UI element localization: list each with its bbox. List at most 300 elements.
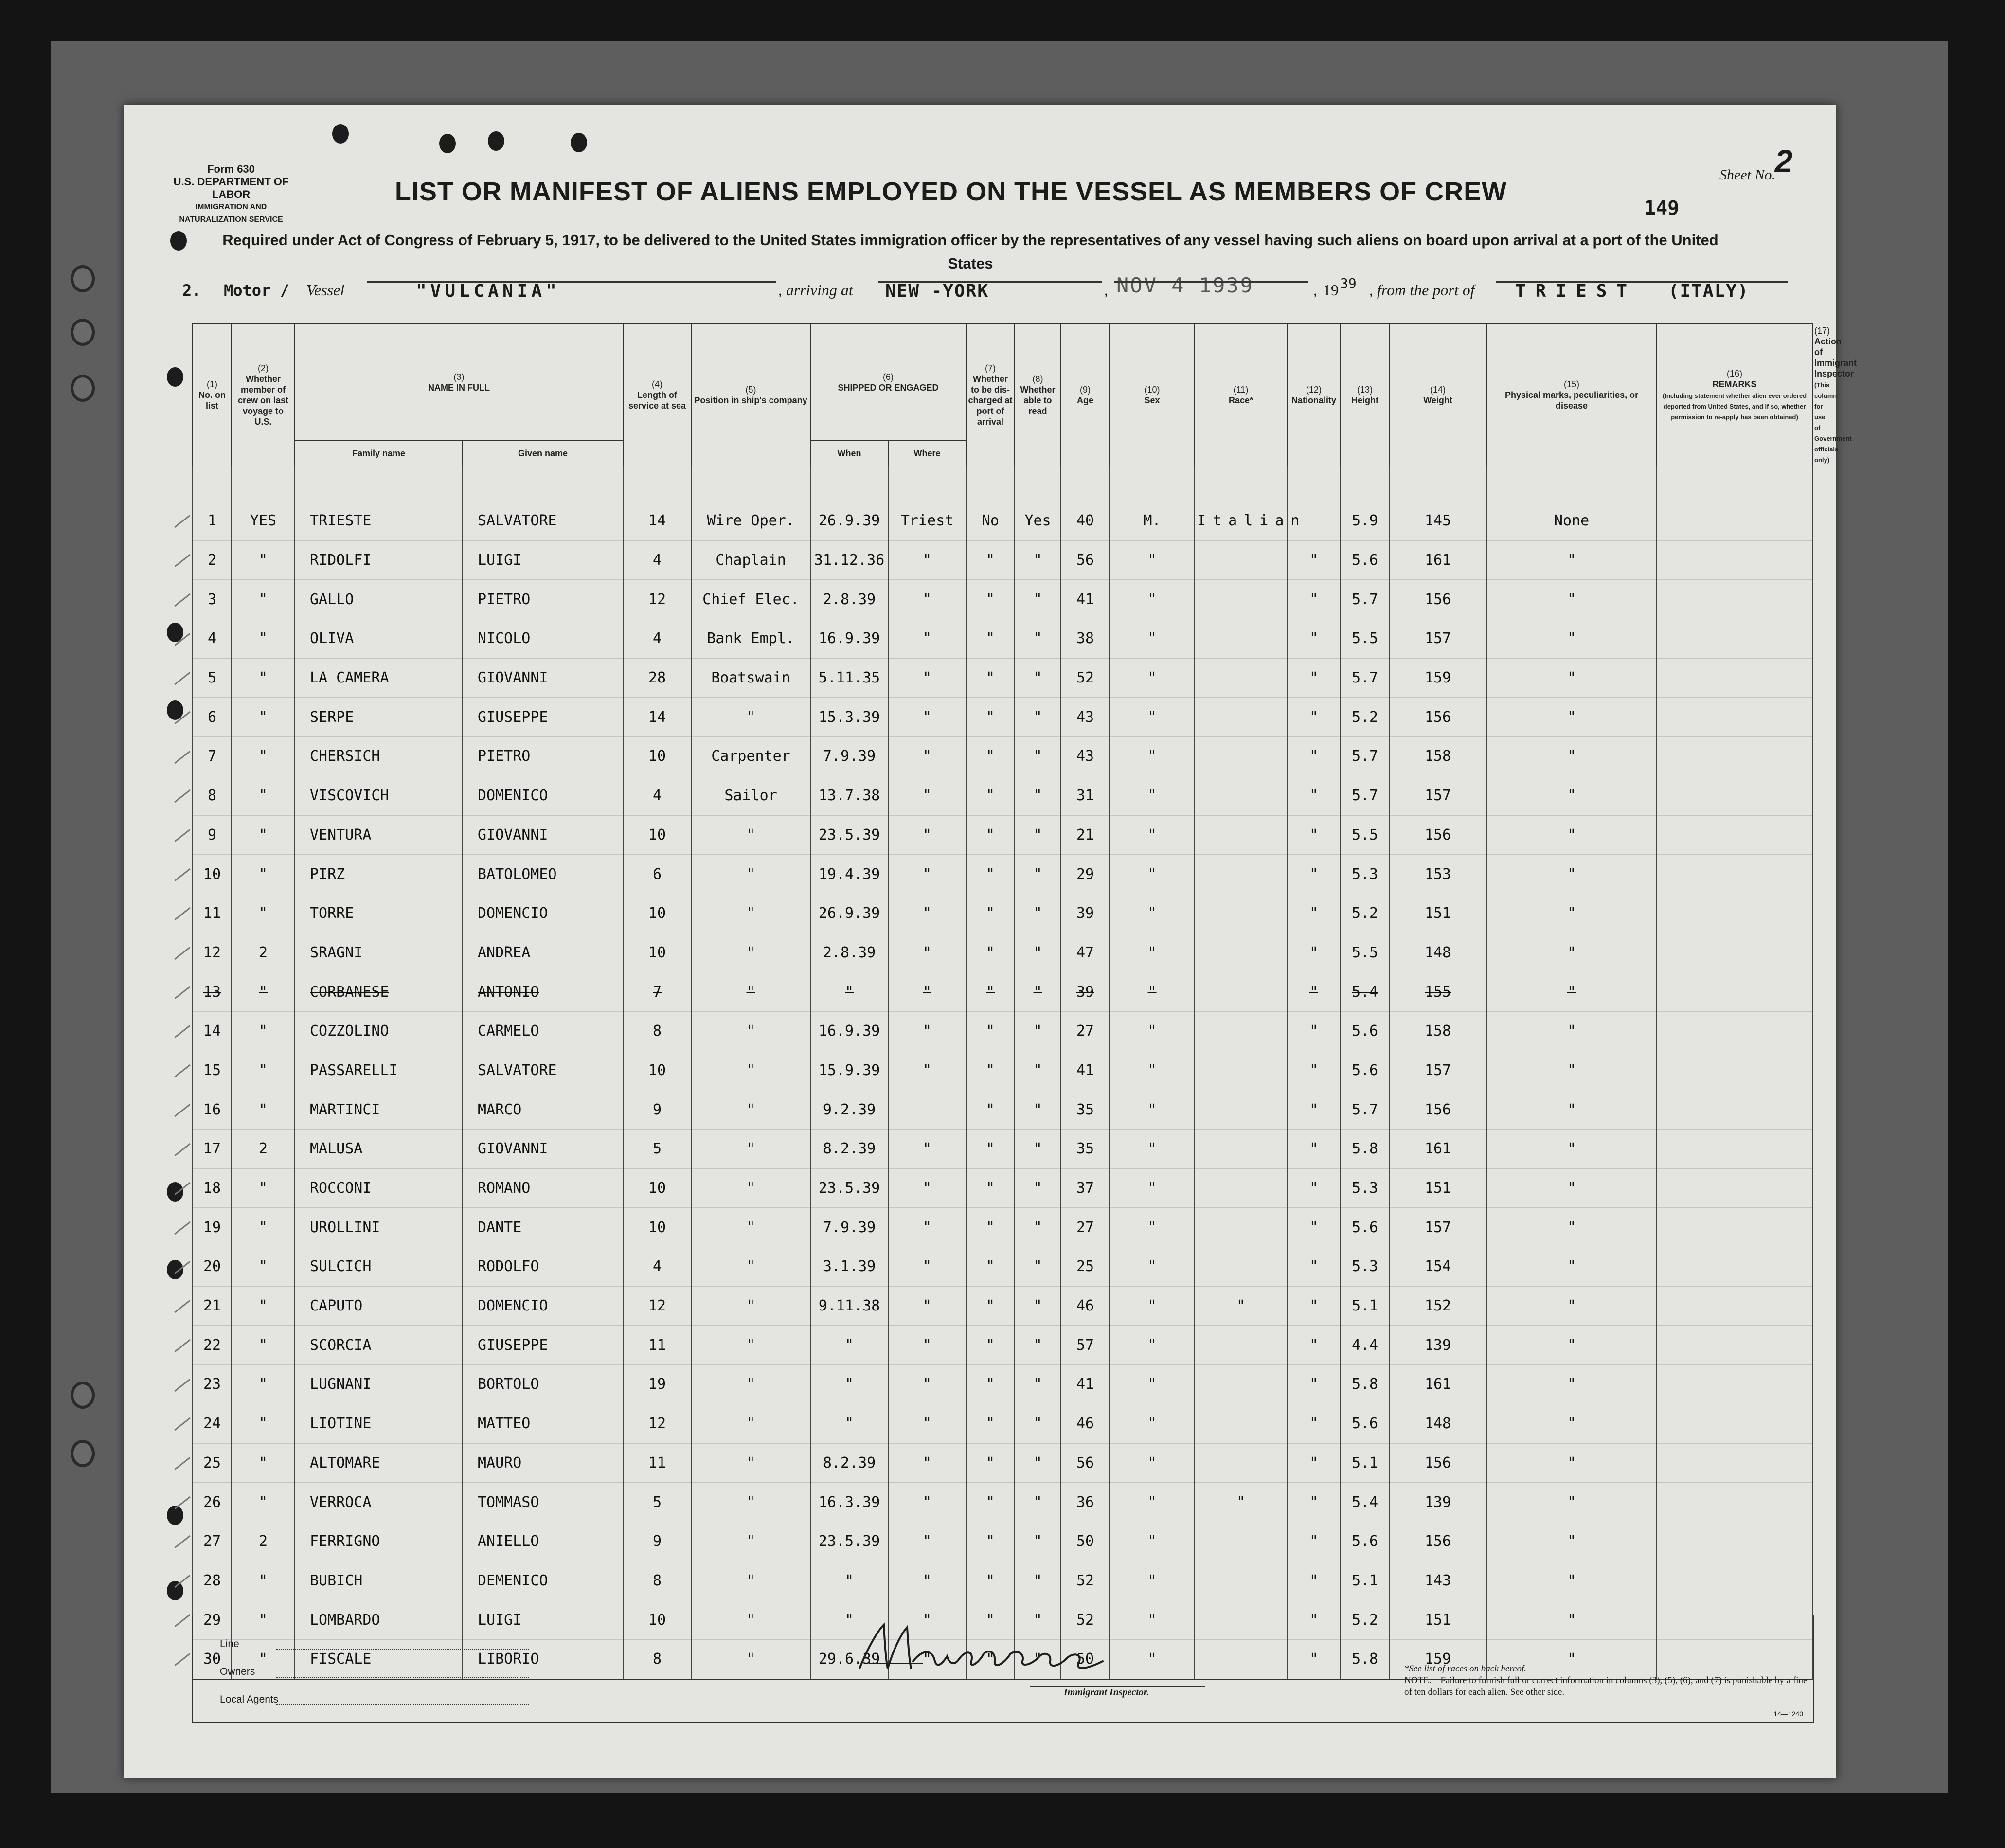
height-cell: 5.6 <box>1341 1404 1389 1443</box>
previous-voyage-cell: YES <box>232 502 295 540</box>
discharged-cell: " <box>966 972 1015 1012</box>
col-name-in-full: (3) NAME IN FULL <box>295 324 623 441</box>
row-number-cell: 7 <box>193 737 232 776</box>
from-label: , from the port of <box>1369 281 1475 299</box>
discharged-cell: " <box>966 540 1015 580</box>
shipped-where-cell: " <box>888 1443 966 1483</box>
shipped-when-cell: 8.2.39 <box>810 1443 888 1483</box>
row-number-cell: 18 <box>193 1168 232 1208</box>
discharged-cell: " <box>966 1130 1015 1169</box>
col-race: (11) Race* <box>1195 324 1287 466</box>
shipped-when-cell: 2.8.39 <box>810 933 888 972</box>
height-cell: 5.6 <box>1341 540 1389 580</box>
inspector-action-cell <box>1657 1090 1812 1130</box>
row-number-cell: 25 <box>193 1443 232 1483</box>
local-agents-label: Local Agents <box>220 1694 279 1705</box>
nationality-cell: " <box>1287 580 1341 619</box>
check-mark <box>174 1339 190 1352</box>
discharged-cell: " <box>966 1011 1015 1051</box>
check-mark <box>174 751 190 764</box>
table-row <box>193 1051 1812 1090</box>
check-mark <box>174 907 190 920</box>
year-written: 39 <box>1340 275 1357 291</box>
weight-cell: 161 <box>1389 540 1486 580</box>
previous-voyage-cell: " <box>232 1404 295 1443</box>
table-row <box>193 1443 1812 1483</box>
table-row <box>193 1130 1812 1169</box>
physical-marks-cell: " <box>1486 1443 1657 1483</box>
sex-cell: " <box>1110 1404 1195 1443</box>
previous-voyage-cell: " <box>232 737 295 776</box>
row-number-cell: 28 <box>193 1561 232 1600</box>
family-name-cell: SULCICH <box>295 1247 463 1287</box>
table-row <box>193 737 1812 776</box>
able-to-read-cell: " <box>1015 1326 1061 1365</box>
punch-hole <box>170 231 187 251</box>
race-cell <box>1195 1365 1287 1404</box>
shipped-where-cell: " <box>888 1483 966 1522</box>
inspector-action-cell <box>1657 1051 1812 1090</box>
sex-cell: " <box>1110 1130 1195 1169</box>
check-mark <box>174 672 190 685</box>
length-of-service-cell: 11 <box>623 1443 691 1483</box>
given-name-cell: SALVATORE <box>463 502 623 540</box>
sex-cell: " <box>1110 1365 1195 1404</box>
age-cell: 35 <box>1061 1130 1110 1169</box>
table-row <box>193 580 1812 619</box>
check-mark <box>174 1496 190 1509</box>
nationality-cell: " <box>1287 776 1341 815</box>
sex-cell: " <box>1110 894 1195 933</box>
height-cell: 5.8 <box>1341 1365 1389 1404</box>
age-cell: 41 <box>1061 1365 1110 1404</box>
form-subtitle: Required under Act of Congress of February 5, 1917, to be delivered to the United States immigration officer by the representatives of any vessel having such aliens on board upon arrival at a port of the United States <box>222 232 1719 272</box>
shipped-when-cell: 15.3.39 <box>810 698 888 737</box>
nationality-cell: " <box>1287 619 1341 659</box>
able-to-read-cell: " <box>1015 1090 1061 1130</box>
weight-cell: 156 <box>1389 580 1486 619</box>
family-name-cell: COZZOLINO <box>295 1011 463 1051</box>
shipped-when-cell: 3.1.39 <box>810 1247 888 1287</box>
physical-marks-cell: " <box>1486 1561 1657 1600</box>
able-to-read-cell: " <box>1015 1365 1061 1404</box>
shipped-when-cell: 9.2.39 <box>810 1090 888 1130</box>
inspector-action-cell <box>1657 658 1812 698</box>
weight-cell: 158 <box>1389 1011 1486 1051</box>
nationality-cell: " <box>1287 1365 1341 1404</box>
height-cell: 5.9 <box>1341 502 1389 540</box>
shipped-where-cell: " <box>888 580 966 619</box>
row-number-cell: 2 <box>193 540 232 580</box>
col-discharged: (7) Whether to be dis-charged at port of arrival <box>966 324 1015 466</box>
inspector-action-cell <box>1657 737 1812 776</box>
nationality-cell: " <box>1287 1561 1341 1600</box>
shipped-when-cell: 19.4.39 <box>810 855 888 894</box>
previous-voyage-cell: " <box>232 1168 295 1208</box>
age-cell: 46 <box>1061 1286 1110 1326</box>
shipped-when-cell: 26.9.39 <box>810 894 888 933</box>
weight-cell: 161 <box>1389 1130 1486 1169</box>
physical-marks-cell: " <box>1486 540 1657 580</box>
previous-voyage-cell: " <box>232 698 295 737</box>
nationality-cell: " <box>1287 1168 1341 1208</box>
given-name-cell: ANIELLO <box>463 1522 623 1561</box>
given-name-cell: ROMANO <box>463 1168 623 1208</box>
crew-rows <box>193 466 1812 1679</box>
length-of-service-cell: 8 <box>623 1561 691 1600</box>
shipped-where-cell: " <box>888 1168 966 1208</box>
binder-ring <box>71 319 95 346</box>
race-cell <box>1195 855 1287 894</box>
sex-cell: " <box>1110 1639 1195 1679</box>
position-cell: " <box>691 1600 810 1640</box>
shipped-where-cell: " <box>888 776 966 815</box>
check-mark <box>174 789 190 803</box>
physical-marks-cell: " <box>1486 894 1657 933</box>
height-cell: 5.2 <box>1341 894 1389 933</box>
sex-cell: " <box>1110 698 1195 737</box>
check-mark <box>174 947 190 960</box>
physical-marks-cell: " <box>1486 815 1657 855</box>
able-to-read-cell: " <box>1015 658 1061 698</box>
nationality-cell: " <box>1287 1404 1341 1443</box>
discharged-cell: " <box>966 1600 1015 1640</box>
arriving-label: , arriving at <box>778 281 853 299</box>
discharged-cell: " <box>966 1483 1015 1522</box>
family-name-cell: TRIESTE <box>295 502 463 540</box>
length-of-service-cell: 10 <box>623 737 691 776</box>
family-name-cell: VENTURA <box>295 815 463 855</box>
row-number-cell: 1 <box>193 502 232 540</box>
able-to-read-cell: " <box>1015 1011 1061 1051</box>
shipped-where-cell: " <box>888 815 966 855</box>
physical-marks-cell: " <box>1486 1011 1657 1051</box>
shipped-where-cell: " <box>888 1404 966 1443</box>
date-stamp: NOV 4 1939 <box>1116 273 1254 297</box>
shipped-where-cell: " <box>888 933 966 972</box>
position-cell: " <box>691 1522 810 1561</box>
physical-marks-cell: " <box>1486 1051 1657 1090</box>
race-cell <box>1195 1168 1287 1208</box>
age-cell: 50 <box>1061 1639 1110 1679</box>
able-to-read-cell: " <box>1015 1639 1061 1679</box>
table-row <box>193 658 1812 698</box>
position-cell: " <box>691 1404 810 1443</box>
age-cell: 25 <box>1061 1247 1110 1287</box>
punch-hole <box>332 124 349 144</box>
inspector-action-cell <box>1657 776 1812 815</box>
length-of-service-cell: 9 <box>623 1090 691 1130</box>
race-cell: Italian <box>1195 502 1287 540</box>
check-mark <box>174 1457 190 1470</box>
physical-marks-cell: " <box>1486 580 1657 619</box>
shipped-when-cell: " <box>810 1404 888 1443</box>
weight-cell: 161 <box>1389 1365 1486 1404</box>
previous-voyage-cell: " <box>232 1561 295 1600</box>
race-cell <box>1195 1208 1287 1247</box>
previous-voyage-cell: " <box>232 1365 295 1404</box>
physical-marks-cell: " <box>1486 1639 1657 1679</box>
given-name-cell: LUIGI <box>463 1600 623 1640</box>
shipped-when-cell: 15.9.39 <box>810 1051 888 1090</box>
row-number-cell: 19 <box>193 1208 232 1247</box>
family-name-cell: VERROCA <box>295 1483 463 1522</box>
table-row <box>193 698 1812 737</box>
sex-cell: " <box>1110 1561 1195 1600</box>
col-age: (9) Age <box>1061 324 1110 466</box>
race-cell <box>1195 1051 1287 1090</box>
table-row <box>193 1168 1812 1208</box>
previous-voyage-cell: " <box>232 1443 295 1483</box>
length-of-service-cell: 28 <box>623 658 691 698</box>
col-family-name: Family name <box>295 441 463 466</box>
age-cell: 39 <box>1061 972 1110 1012</box>
previous-voyage-cell: " <box>232 815 295 855</box>
physical-marks-cell: " <box>1486 1090 1657 1130</box>
discharged-cell: " <box>966 1522 1015 1561</box>
check-mark <box>174 1653 190 1666</box>
race-cell <box>1195 1443 1287 1483</box>
length-of-service-cell: 12 <box>623 580 691 619</box>
age-cell: 27 <box>1061 1011 1110 1051</box>
item-number: 2. <box>182 281 201 300</box>
race-note: *See list of races on back hereof. <box>1404 1664 1526 1674</box>
weight-cell: 157 <box>1389 1051 1486 1090</box>
col-previous-voyage: (2) Whether member of crew on last voyage to U.S. <box>232 324 295 466</box>
family-name-cell: MALUSA <box>295 1130 463 1169</box>
height-cell: 5.1 <box>1341 1443 1389 1483</box>
height-cell: 5.2 <box>1341 1600 1389 1640</box>
binder-ring <box>71 375 95 402</box>
shipped-when-cell: 7.9.39 <box>810 1208 888 1247</box>
physical-marks-cell: " <box>1486 1600 1657 1640</box>
length-of-service-cell: 9 <box>623 1522 691 1561</box>
age-cell: 52 <box>1061 1600 1110 1640</box>
weight-cell: 159 <box>1389 1639 1486 1679</box>
shipped-when-cell: 2.8.39 <box>810 580 888 619</box>
sheet-number-label: Sheet No. <box>1719 167 1775 183</box>
family-name-cell: OLIVA <box>295 619 463 659</box>
position-cell: Chief Elec. <box>691 580 810 619</box>
age-cell: 50 <box>1061 1522 1110 1561</box>
nationality-cell: " <box>1287 698 1341 737</box>
table-row <box>193 540 1812 580</box>
weight-cell: 157 <box>1389 776 1486 815</box>
row-number-cell: 30 <box>193 1639 232 1679</box>
family-name-cell: RIDOLFI <box>295 540 463 580</box>
age-cell: 43 <box>1061 737 1110 776</box>
shipped-where-cell: " <box>888 1522 966 1561</box>
inspector-action-cell <box>1657 580 1812 619</box>
height-cell: 5.3 <box>1341 855 1389 894</box>
row-number-cell: 13 <box>193 972 232 1012</box>
length-of-service-cell: 10 <box>623 1600 691 1640</box>
given-name-cell: LIBORIO <box>463 1639 623 1679</box>
check-mark <box>174 593 190 607</box>
check-mark <box>174 515 190 528</box>
physical-marks-cell: " <box>1486 1365 1657 1404</box>
col-sex: (10) Sex <box>1110 324 1195 466</box>
age-cell: 29 <box>1061 855 1110 894</box>
row-number-cell: 20 <box>193 1247 232 1287</box>
discharged-cell: " <box>966 1247 1015 1287</box>
inspector-action-cell <box>1657 1326 1812 1365</box>
length-of-service-cell: 7 <box>623 972 691 1012</box>
able-to-read-cell: " <box>1015 855 1061 894</box>
sex-cell: " <box>1110 815 1195 855</box>
check-mark <box>174 1379 190 1392</box>
punch-hole <box>167 367 183 387</box>
table-row <box>193 1483 1812 1522</box>
race-cell <box>1195 580 1287 619</box>
length-of-service-cell: 12 <box>623 1404 691 1443</box>
sex-cell: " <box>1110 1090 1195 1130</box>
shipped-when-cell: 5.11.35 <box>810 658 888 698</box>
inspector-action-cell <box>1657 1168 1812 1208</box>
able-to-read-cell: " <box>1015 776 1061 815</box>
inspector-action-cell <box>1657 972 1812 1012</box>
previous-voyage-cell: " <box>232 855 295 894</box>
table-row <box>193 933 1812 972</box>
race-cell <box>1195 776 1287 815</box>
race-cell <box>1195 1522 1287 1561</box>
position-cell: Carpenter <box>691 737 810 776</box>
shipped-when-cell: " <box>810 1326 888 1365</box>
header-row: (1) No. on list (2) Whether member of crew on last voyage to U.S. (3) NAME IN FULL (4) Length of service at sea (5) Position in ship's company (6) SHIPPED OR ENGAGED (7) Whether to be dis-charged at port of arrival (8) Whether able to read (9) Age (10) Sex (11) Race* (12) Nationality (13) Height (14) Weight (15) Physical marks, peculiarities, or disease (16) REMARKS (Including statement whether alien ever ordered deported from United States, and if so, whether permission to re-apply has been obtained) (17) Action of Immigrant Inspector (This column for use of Government officials only) <box>193 324 1812 441</box>
length-of-service-cell: 10 <box>623 1208 691 1247</box>
punch-hole <box>167 700 183 720</box>
previous-voyage-cell: " <box>232 972 295 1012</box>
weight-cell: 154 <box>1389 1247 1486 1287</box>
given-name-cell: PIETRO <box>463 737 623 776</box>
shipped-when-cell: 26.9.39 <box>810 502 888 540</box>
race-cell <box>1195 1247 1287 1287</box>
physical-marks-cell: " <box>1486 1286 1657 1326</box>
table-row <box>193 855 1812 894</box>
check-mark <box>174 1417 190 1431</box>
vessel-type: Motor / <box>224 281 289 300</box>
position-cell: Sailor <box>691 776 810 815</box>
shipped-when-cell: 8.2.39 <box>810 1130 888 1169</box>
form-number: Form 630 <box>207 163 255 175</box>
physical-marks-cell: " <box>1486 855 1657 894</box>
length-of-service-cell: 10 <box>623 1168 691 1208</box>
weight-cell: 156 <box>1389 698 1486 737</box>
previous-voyage-cell: " <box>232 540 295 580</box>
height-cell: 5.6 <box>1341 1522 1389 1561</box>
given-name-cell: SALVATORE <box>463 1051 623 1090</box>
previous-voyage-cell: " <box>232 1090 295 1130</box>
shipped-when-cell: 13.7.38 <box>810 776 888 815</box>
inspector-action-cell <box>1657 502 1812 540</box>
sheet-number: 2 <box>1774 143 1793 179</box>
table-row <box>193 815 1812 855</box>
height-cell: 5.2 <box>1341 698 1389 737</box>
discharged-cell: No <box>966 502 1015 540</box>
nationality-cell: " <box>1287 855 1341 894</box>
position-cell: " <box>691 894 810 933</box>
inspector-action-cell <box>1657 1561 1812 1600</box>
shipped-when-cell: 31.12.36 <box>810 540 888 580</box>
able-to-read-cell: " <box>1015 1286 1061 1326</box>
able-to-read-cell: " <box>1015 972 1061 1012</box>
physical-marks-cell: " <box>1486 1208 1657 1247</box>
height-cell: 5.5 <box>1341 933 1389 972</box>
row-number-cell: 24 <box>193 1404 232 1443</box>
race-cell <box>1195 658 1287 698</box>
discharged-cell: " <box>966 619 1015 659</box>
length-of-service-cell: 8 <box>623 1639 691 1679</box>
col-length-of-service: (4) Length of service at sea <box>623 324 691 466</box>
family-name-cell: SERPE <box>295 698 463 737</box>
nationality-cell: " <box>1287 1208 1341 1247</box>
position-cell: " <box>691 1483 810 1522</box>
able-to-read-cell: " <box>1015 1168 1061 1208</box>
col-able-to-read: (8) Whether able to read <box>1015 324 1061 466</box>
height-cell: 5.8 <box>1341 1130 1389 1169</box>
shipped-when-cell: 16.3.39 <box>810 1483 888 1522</box>
position-cell: " <box>691 1365 810 1404</box>
inspector-action-cell <box>1657 933 1812 972</box>
family-name-cell: LA CAMERA <box>295 658 463 698</box>
race-cell: " <box>1195 1483 1287 1522</box>
row-number-cell: 29 <box>193 1600 232 1640</box>
age-cell: 38 <box>1061 619 1110 659</box>
given-name-cell: DOMENICO <box>463 776 623 815</box>
inspector-action-cell <box>1657 1483 1812 1522</box>
length-of-service-cell: 4 <box>623 1247 691 1287</box>
family-name-cell: LOMBARDO <box>295 1600 463 1640</box>
shipped-where-cell: " <box>888 1247 966 1287</box>
previous-voyage-cell: 2 <box>232 1522 295 1561</box>
shipped-where-cell: " <box>888 894 966 933</box>
previous-voyage-cell: " <box>232 1326 295 1365</box>
height-cell: 5.3 <box>1341 1247 1389 1287</box>
physical-marks-cell: " <box>1486 698 1657 737</box>
vessel-info-line <box>182 273 1788 311</box>
sex-cell: " <box>1110 1522 1195 1561</box>
position-cell: " <box>691 698 810 737</box>
sex-cell: " <box>1110 1168 1195 1208</box>
shipped-when-cell: " <box>810 1600 888 1640</box>
shipped-when-cell: 23.5.39 <box>810 815 888 855</box>
sex-cell: " <box>1110 1208 1195 1247</box>
shipped-when-cell: 9.11.38 <box>810 1286 888 1326</box>
height-cell: 5.7 <box>1341 737 1389 776</box>
discharged-cell: " <box>966 737 1015 776</box>
previous-voyage-cell: " <box>232 580 295 619</box>
binder-ring <box>71 265 95 292</box>
length-of-service-cell: 19 <box>623 1365 691 1404</box>
able-to-read-cell: Yes <box>1015 502 1061 540</box>
race-cell: " <box>1195 1286 1287 1326</box>
given-name-cell: GIOVANNI <box>463 1130 623 1169</box>
family-name-cell: TORRE <box>295 894 463 933</box>
age-cell: 36 <box>1061 1483 1110 1522</box>
nationality-cell: " <box>1287 1326 1341 1365</box>
punch-hole <box>167 1260 183 1279</box>
given-name-cell: DOMENCIO <box>463 894 623 933</box>
row-number-cell: 8 <box>193 776 232 815</box>
physical-marks-cell: " <box>1486 972 1657 1012</box>
able-to-read-cell: " <box>1015 1561 1061 1600</box>
able-to-read-cell: " <box>1015 698 1061 737</box>
family-name-cell: CORBANESE <box>295 972 463 1012</box>
col-shipped-when: When <box>810 441 888 466</box>
nationality-cell: " <box>1287 972 1341 1012</box>
height-cell: 5.3 <box>1341 1168 1389 1208</box>
position-cell: " <box>691 933 810 972</box>
